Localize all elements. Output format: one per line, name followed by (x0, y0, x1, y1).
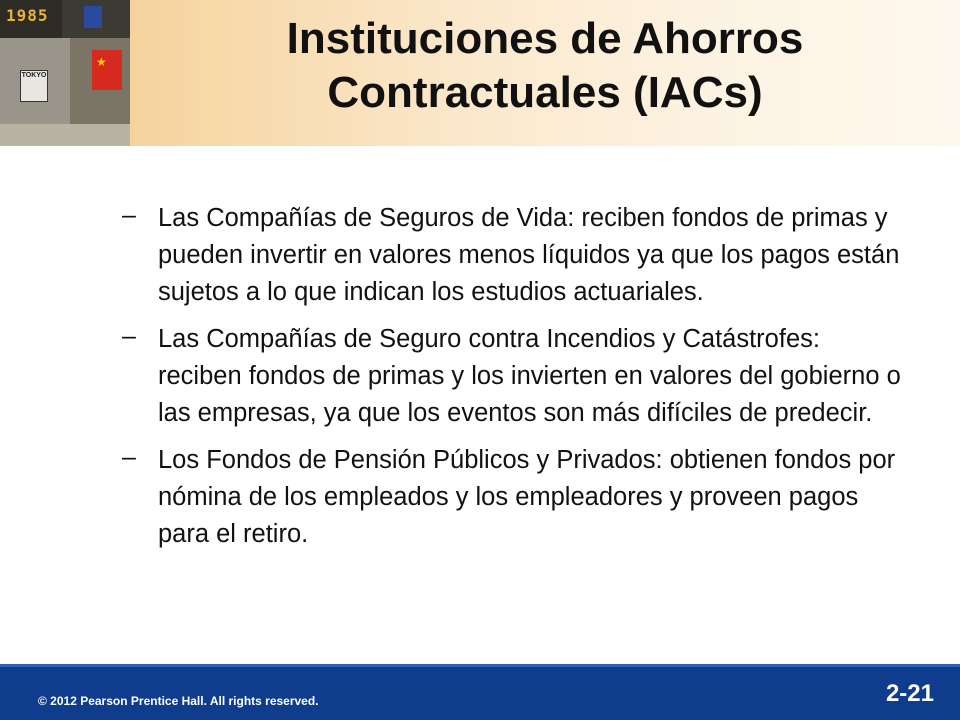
copyright-notice: © 2012 Pearson Prentice Hall. All rights reserved. (38, 694, 319, 708)
footer-bar (0, 664, 960, 720)
bullet-list (110, 200, 910, 563)
bullet-item (110, 200, 910, 311)
slide-number: 2-21 (885, 680, 934, 707)
bullet-item (110, 442, 910, 553)
bullet-dash: – (122, 322, 136, 350)
bullet-text: Las Compañías de Seguro contra Incendios y Catástrofes: reciben fondos de primas y los invierten en valores del gobierno o las empresas, ya que los eventos son más difíciles de predecir. (158, 325, 901, 427)
stock-exchange-photo (0, 0, 130, 146)
bullet-item (110, 321, 910, 432)
bullet-dash: – (122, 443, 136, 471)
ticker-number: 1985 (6, 6, 49, 25)
bullet-text: Los Fondos de Pensión Públicos y Privados: obtienen fondos por nómina de los empleados y los empleadores y proveen pagos para el retiro. (158, 446, 896, 548)
star-icon: ★ (96, 55, 107, 69)
slide-title: Instituciones de Ahorros Contractuales (IACs) (286, 14, 804, 117)
tokyo-sign-icon: TOKYO (20, 70, 48, 102)
bullet-text: Las Compañías de Seguros de Vida: reciben fondos de primas y pueden invertir en valores menos líquidos ya que los pagos están sujetos a lo que indican los estudios actuariales. (158, 204, 900, 306)
header-banner (0, 0, 960, 146)
bullet-dash: – (122, 201, 136, 229)
flag-icon (84, 6, 102, 28)
